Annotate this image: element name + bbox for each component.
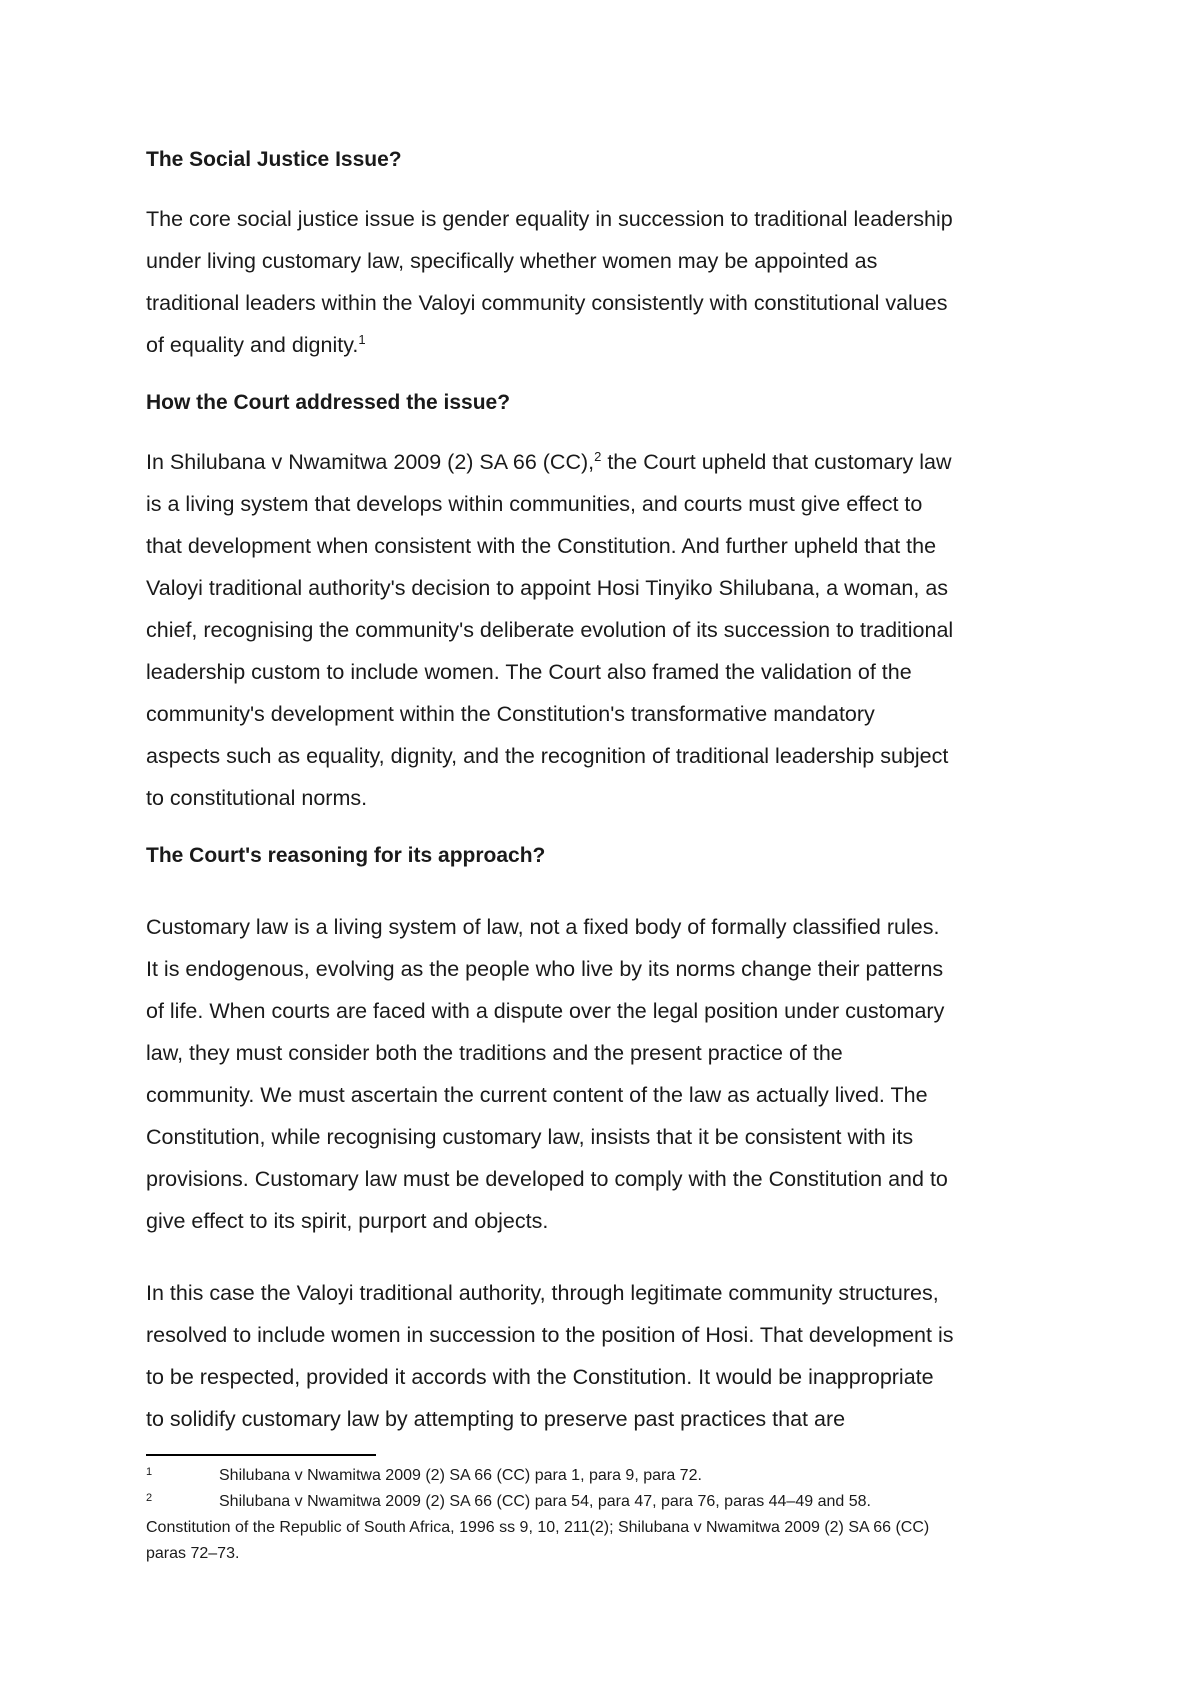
footnote-text: Shilubana v Nwamitwa 2009 (2) SA 66 (CC) para 54, para 47, para 76, paras 44–49 and 58.: [219, 1493, 871, 1510]
body-line: community's development within the Constitution's transformative mandatory: [146, 702, 875, 726]
body-line-with-footnote: [146, 449, 952, 475]
body-line: to solidify customary law by attempting to preserve past practices that are: [146, 1407, 846, 1431]
body-line: provisions. Customary law must be developed to comply with the Constitution and to: [146, 1167, 948, 1191]
body-line: under living customary law, specifically whether women may be appointed as: [146, 249, 878, 273]
body-line: In this case the Valoyi traditional authority, through legitimate community structures,: [146, 1281, 939, 1305]
body-line: give effect to its spirit, purport and objects.: [146, 1209, 549, 1233]
footnote-text: Shilubana v Nwamitwa 2009 (2) SA 66 (CC) para 1, para 9, para 72.: [219, 1467, 702, 1484]
body-line: The core social justice issue is gender equality in succession to traditional leadership: [146, 207, 953, 231]
body-line: that development when consistent with the Constitution. And further upheld that the: [146, 534, 937, 558]
heading-social-justice-issue: The Social Justice Issue?: [146, 148, 402, 171]
footnote-separator: [146, 1454, 376, 1456]
heading-court-reasoning: The Court's reasoning for its approach?: [146, 844, 546, 867]
body-line: chief, recognising the community's deliberate evolution of its succession to traditional: [146, 618, 954, 642]
body-line: to be respected, provided it accords with the Constitution. It would be inappropriate: [146, 1365, 934, 1389]
footnote-continuation-line: Constitution of the Republic of South Africa, 1996 ss 9, 10, 211(2); Shilubana v Nwamitwa 2009 (2) SA 66 (CC): [146, 1519, 930, 1536]
document-page: [146, 0, 1066, 1696]
body-line: law, they must consider both the traditions and the present practice of the: [146, 1041, 843, 1065]
body-line: aspects such as equality, dignity, and the recognition of traditional leadership subject: [146, 744, 949, 768]
body-line: to constitutional norms.: [146, 786, 368, 810]
body-line: Constitution, while recognising customary law, insists that it be consistent with its: [146, 1125, 914, 1149]
body-line: It is endogenous, evolving as the people who live by its norms change their patterns: [146, 957, 944, 981]
body-line: is a living system that develops within communities, and courts must give effect to: [146, 492, 923, 516]
body-line: Valoyi traditional authority's decision to appoint Hosi Tinyiko Shilubana, a woman, as: [146, 576, 949, 600]
body-line: of life. When courts are faced with a dispute over the legal position under customary: [146, 999, 945, 1023]
footnote-ref-1[interactable]: 1: [358, 332, 366, 347]
body-line-text: In Shilubana v Nwamitwa 2009 (2) SA 66 (CC),: [146, 450, 595, 474]
body-line-with-footnote: [146, 332, 366, 358]
body-line: community. We must ascertain the current content of the law as actually lived. The: [146, 1083, 928, 1107]
body-line: Customary law is a living system of law, not a fixed body of formally classified rules.: [146, 915, 940, 939]
body-line: traditional leaders within the Valoyi community consistently with constitutional values: [146, 291, 948, 315]
heading-how-court-addressed: How the Court addressed the issue?: [146, 391, 511, 414]
footnote-ref-2[interactable]: 2: [594, 449, 602, 464]
footnote-continuation-line: paras 72–73.: [146, 1545, 240, 1562]
footnote-2: 2 Shilubana v Nwamitwa 2009 (2) SA 66 (CC) para 54, para 47, para 76, paras 44–49 and 58.: [146, 1492, 871, 1510]
body-line: resolved to include women in succession to the position of Hosi. That development is: [146, 1323, 954, 1347]
body-line-text: the Court upheld that customary law: [601, 450, 952, 474]
body-line: leadership custom to include women. The Court also framed the validation of the: [146, 660, 912, 684]
body-line-text: of equality and dignity.: [146, 333, 359, 357]
footnote-1: 1 Shilubana v Nwamitwa 2009 (2) SA 66 (CC) para 1, para 9, para 72.: [146, 1466, 702, 1484]
